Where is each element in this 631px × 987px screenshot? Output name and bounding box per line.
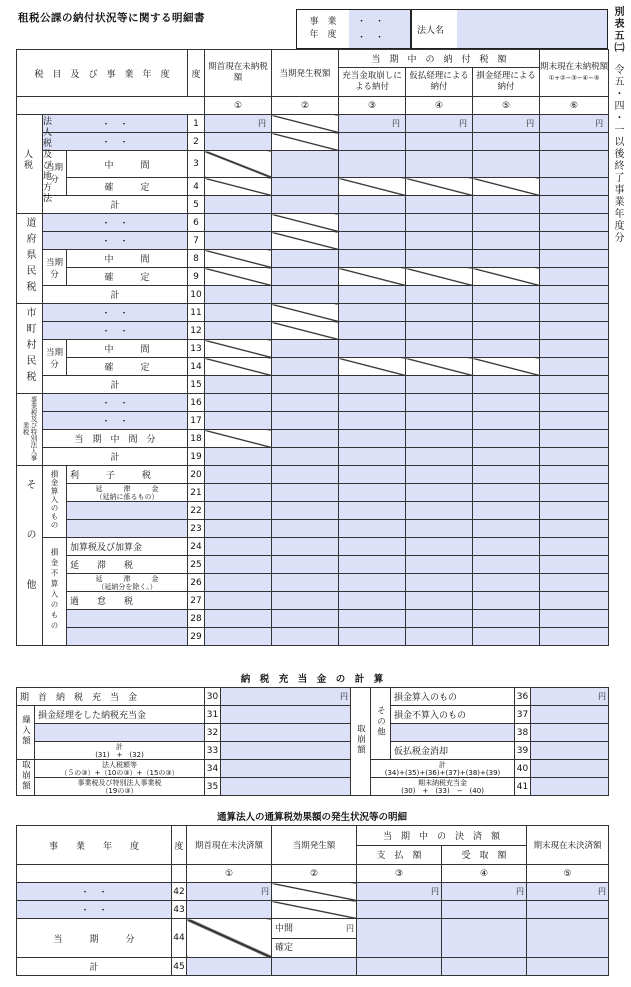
group-other: その他 <box>17 466 43 646</box>
group-pref-tax: 道府県民税 <box>17 214 43 304</box>
jutou-title: 納 税 充 当 金 の 計 算 <box>240 674 384 685</box>
col6-header: 期末現在未納税額 ①+②−③−④−⑤ <box>540 50 609 97</box>
form-title: 租税公課の納付状況等に関する明細書 <box>18 12 205 24</box>
row1-year[interactable]: ・ ・ <box>43 115 188 133</box>
corp-name-box <box>410 9 608 49</box>
tax-item-header: 税 目 及 び 事 業 年 度 <box>17 50 188 97</box>
corp-name-label: 法人名 <box>417 26 445 36</box>
col-paid-header: 当 期 中 の 納 付 税 額 <box>339 50 540 68</box>
fiscal-year-box: 事 業 年 度 ・ ・ ・ ・ <box>296 9 412 49</box>
fiscal-year-label: 事 業 年 度 <box>309 17 337 40</box>
col4-header: 仮払経理による納付 <box>406 68 473 97</box>
group-city-tax: 市町村民税 <box>17 304 43 394</box>
tax-payment-table: 税 目 及 び 事 業 年 度 度 期首現在未納税額 当期発生税額 当 期 中 の 納 付 税 額 期末現在未納税額 ①+②−③−④−⑤ 充当金取崩しによる納付 仮払経理による納付 損金経理による納付 ① ② ③ ④ ⑤ ⑥ 法人税及び地方法人税 ・ ・ 1 円 円 円 円 円 ・ ・ 2 当期分 中 間 3 確 定 4 計 5 道府県民税 ・ ・ 6 ・ ・ 7 当期分 中 間 8 確 定 9 計 10 市町村民税 ・ ・ 11 ・ ・ 12 当期分 中 間 13 確 定 14 計 15 事業税及び特別法人事業税 ・ ・ 16 ・ ・ 17 当 期 中 間 分 18 計 19 その他 損金算入のもの 利 子 税 20 延 滞 金 （延納に係るもの） 21 22 23 損金不算入のもの 加算税及び加算金 24 延 滞 税 25 延 滞 金 （延納分を除く。） 26 過 怠 税 27 28 29 <box>16 49 609 646</box>
col1-header: 期首現在未納税額 <box>205 50 272 97</box>
form-code: 別表五㈡ 令五・四・一以後終了事業年度分 <box>612 6 623 244</box>
tsusan-table: 事 業 年 度 度 期首現在未決済額 当期発生額 当 期 中 の 決 済 額 期末現在未決済額 支 払 額 受 取 額 ① ② ③ ④ ⑤ ・ ・ 42 円 円 円 円 ・ ・ 43 当 期 分 44 中間 円 確定 計 45 <box>16 825 609 976</box>
corp-name-input[interactable] <box>457 10 607 48</box>
jutou-table: 期 首 納 税 充 当 金 30 円 取崩額 その他 損金算入のもの 36 円 繰入額 損金経理をした納税充当金 31 損金不算入のもの 37 32 38 計 (31) + (32) 33 仮払税金消却 39 取崩額 法人税額等 （５の③）+（10の③）+（15の③） 34 計 (34)+(35)+(36)+(37)+(38)+(39) 40 事業税及び特別法人事業税 （19の③） 35 期末納税充当金 (30) + (33) − (40) 41 <box>16 687 609 796</box>
fiscal-year-dots: ・ ・ <box>357 17 385 27</box>
tsusan-title: 通算法人の通算税効果額の発生状況等の明細 <box>216 812 407 823</box>
col5-header: 損金経理による納付 <box>473 68 540 97</box>
group-corp-tax: 法人税及び地方法人税 <box>17 115 43 214</box>
group-enterprise-tax: 事業税及び特別法人事業税 <box>17 394 43 466</box>
col2-header: 当期発生税額 <box>272 50 339 97</box>
col3-header: 充当金取崩しによる納付 <box>339 68 406 97</box>
